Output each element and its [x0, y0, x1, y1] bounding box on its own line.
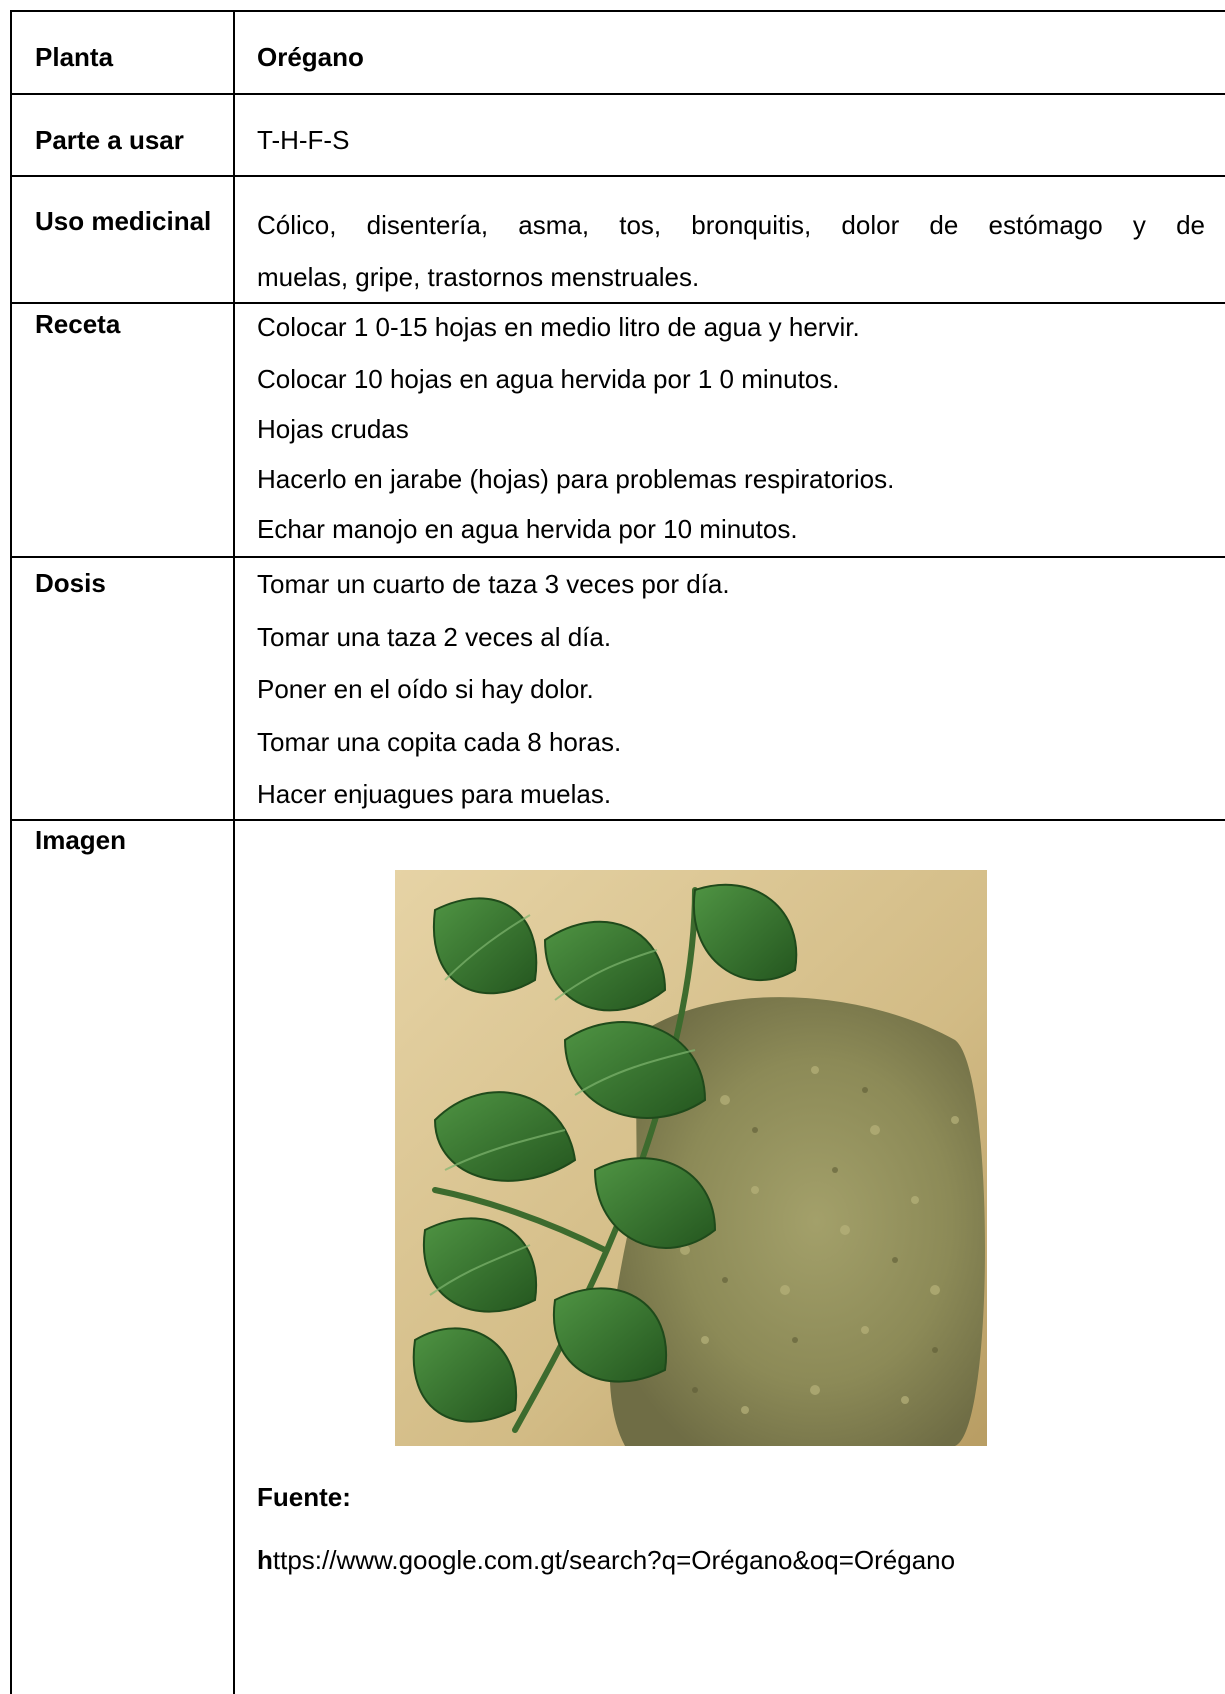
- oregano-photo: [395, 870, 987, 1446]
- receta-lines: [257, 302, 894, 554]
- row-divider: [10, 556, 1225, 558]
- source-url-rest: ttps://www.google.com.gt/search?q=Orégano&oq=Orégano: [272, 1545, 956, 1575]
- dosis-lines: [257, 560, 730, 822]
- dosis-line: Poner en el oído si hay dolor.: [257, 674, 594, 704]
- source-url: [257, 1545, 955, 1576]
- receta-line: Hojas crudas: [257, 414, 409, 444]
- table-column-divider: [233, 10, 235, 1694]
- uso-value: [257, 210, 1205, 303]
- row-divider: [10, 175, 1225, 177]
- uso-label: Uso medicinal: [35, 206, 212, 236]
- dosis-line: Tomar una copita cada 8 horas.: [257, 727, 622, 757]
- imagen-label: Imagen: [35, 825, 127, 855]
- receta-line: Hacerlo en jarabe (hojas) para problemas respiratorios.: [257, 464, 895, 494]
- dosis-label: Dosis: [35, 568, 106, 598]
- receta-label: Receta: [35, 309, 121, 339]
- planta-value: Orégano: [257, 42, 364, 72]
- receta-line: Colocar 1 0-15 hojas en medio litro de agua y hervir.: [257, 312, 860, 342]
- parte-value: T-H-F-S: [257, 125, 350, 155]
- receta-line: Colocar 10 hojas en agua hervida por 1 0 minutos.: [257, 364, 840, 394]
- table-border-top: [10, 10, 1225, 12]
- source-url-first-letter: h: [257, 1545, 273, 1575]
- dosis-line: Hacer enjuagues para muelas.: [257, 779, 612, 809]
- oregano-illustration: [395, 870, 987, 1446]
- row-divider: [10, 93, 1225, 95]
- receta-line: Echar manojo en agua hervida por 10 minutos.: [257, 514, 798, 544]
- source-label: Fuente:: [257, 1482, 351, 1512]
- uso-line-1: Cólico, disentería, asma, tos, bronquitis, dolor de estómago y de: [257, 210, 1205, 240]
- uso-line-2: muelas, gripe, trastornos menstruales.: [257, 262, 700, 292]
- dosis-line: Tomar un cuarto de taza 3 veces por día.: [257, 569, 730, 599]
- table-border-left: [10, 10, 12, 1694]
- planta-label: Planta: [35, 42, 114, 72]
- parte-label: Parte a usar: [35, 125, 184, 155]
- dosis-line: Tomar una taza 2 veces al día.: [257, 622, 612, 652]
